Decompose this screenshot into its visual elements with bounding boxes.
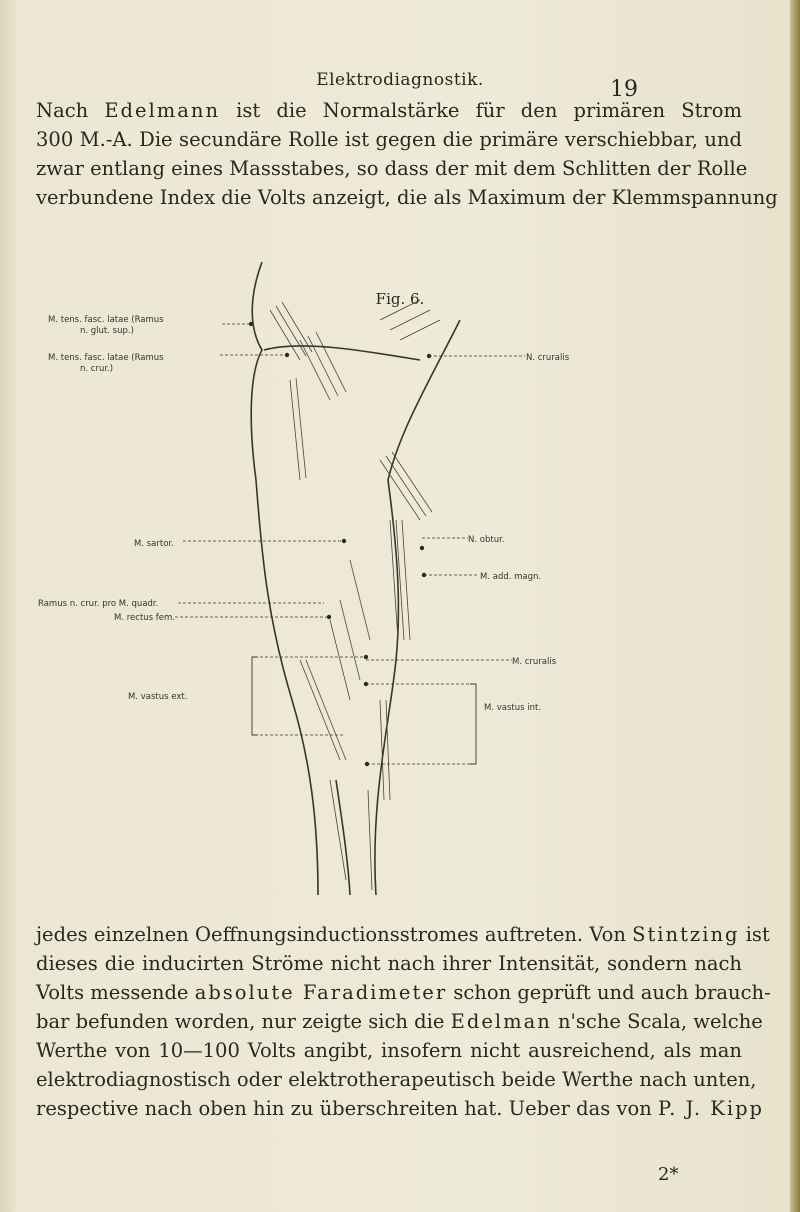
label-n-obtur: N. obtur.	[468, 535, 505, 545]
text-line: Volts messende absolute Faradimeter schon geprüft und auch brauch-	[36, 981, 771, 1004]
label-tens-fasc-glut-sub: n. glut. sup.)	[80, 326, 134, 336]
label-vastus-int: M. vastus int.	[484, 703, 542, 713]
page-number: 19	[610, 77, 638, 102]
label-n-cruralis: N. cruralis	[526, 353, 570, 363]
label-add-magn: M. add. magn.	[480, 572, 542, 582]
label-vastus-ext: M. vastus ext.	[128, 692, 188, 702]
running-header: Elektrodiagnostik.	[316, 70, 484, 90]
label-ramus-quadr: Ramus n. crur. pro M. quadr.	[38, 599, 159, 609]
leader-lines-left	[175, 324, 366, 735]
figure-caption: Fig. 6.	[375, 290, 425, 308]
label-tens-fasc-glut: M. tens. fasc. latae (Ramus	[48, 315, 164, 325]
text-line: verbundene Index die Volts anzeigt, die als Maximum der Klemmspannung	[36, 186, 778, 209]
text-line: Werthe von 10—100 Volts angibt, insofern nicht ausreichend, als man	[36, 1039, 742, 1062]
label-m-cruralis: M. cruralis	[512, 657, 557, 667]
text-line: 300 M.-A. Die secundäre Rolle ist gegen die primäre verschiebbar, und	[36, 128, 742, 151]
signature-mark: 2*	[658, 1164, 679, 1185]
label-sartor: M. sartor.	[134, 539, 174, 549]
text-line: dieses die inducirten Ströme nicht nach ihrer Intensität, sondern nach	[36, 952, 742, 975]
text-line: Nach Edelmann ist die Normalstärke für den primären Strom	[36, 99, 742, 122]
bracket-vastus-int	[470, 684, 476, 764]
label-tens-fasc-crur: M. tens. fasc. latae (Ramus	[48, 353, 164, 363]
bracket-vastus-ext	[252, 657, 258, 735]
paragraph-bottom	[36, 920, 771, 1123]
label-tens-fasc-crur-sub: n. crur.)	[80, 364, 114, 374]
text-line: elektrodiagnostisch oder elektrotherapeutisch beide Werthe nach unten,	[36, 1068, 757, 1091]
text-line: jedes einzelnen Oeffnungsinductionsstromes auftreten. Von Stintzing ist	[36, 923, 770, 946]
text-line: bar befunden worden, nur zeigte sich die Edelman n'sche Scala, welche	[36, 1010, 763, 1033]
muscle-hatching	[270, 300, 440, 890]
label-rectus-fem: M. rectus fem.	[114, 613, 176, 623]
text-line: respective nach oben hin zu überschreiten hat. Ueber das von P. J. Kipp	[36, 1097, 765, 1120]
text-line: zwar entlang eines Massstabes, so dass der mit dem Schlitten der Rolle	[36, 157, 748, 180]
